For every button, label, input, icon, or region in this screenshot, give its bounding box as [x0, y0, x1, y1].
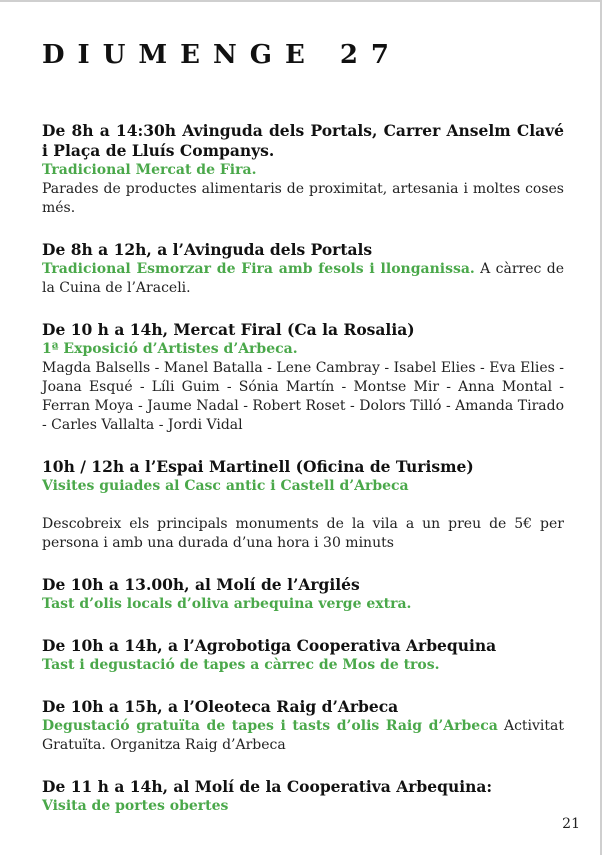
event-heading: De 10h a 15h, a l’Oleoteca Raig d’Arbeca	[42, 697, 399, 716]
event-highlight: Visita de portes obertes	[42, 798, 229, 814]
event-heading: De 8h a 12h, a l’Avinguda dels Portals	[42, 240, 373, 259]
event-3	[42, 320, 564, 435]
page-number: 21	[562, 816, 580, 832]
event-1	[42, 121, 564, 218]
event-highlight: Tradicional Mercat de Fira.	[42, 162, 257, 178]
event-highlight: Tradicional Esmorzar de Fira amb fesols i llonganissa.	[42, 261, 475, 277]
event-heading: De 10h a 14h, a l’Agrobotiga Cooperativa Arbequina	[42, 636, 497, 655]
event-description: Descobreix els principals monuments de la vila a un preu de 5€ per persona i amb una durada d’una hora i 30 minuts	[42, 516, 564, 551]
event-heading: De 8h a 14:30h Avinguda dels Portals, Carrer Anselm Clavé i Plaça de Lluís Companys.	[42, 121, 564, 160]
event-description: Activitat Gratuïta. Organitza Raig d’Arbeca	[42, 718, 565, 753]
event-6	[42, 636, 564, 675]
event-description: A càrrec de la Cuina de l’Araceli.	[42, 261, 564, 296]
event-heading: De 11 h a 14h, al Molí de la Cooperativa Arbequina:	[42, 777, 493, 796]
event-7	[42, 697, 564, 755]
event-5	[42, 575, 564, 614]
event-body	[42, 260, 564, 298]
event-body	[42, 717, 564, 755]
artist-list: Magda Balsells - Manel Batalla - Lene Cambray - Isabel Elies - Eva Elies - Joana Esqué - Líli Guim - Sónia Martín - Montse Mir - Anna Montal - Ferran Moya - Jaume Nadal - Robert Roset - Dolors Tilló - Amanda Tirado - Carles Vallalta - Jordi Vidal	[42, 360, 564, 433]
event-highlight: Tast d’olis locals d’oliva arbequina verge extra.	[42, 596, 412, 612]
event-highlight: Degustació gratuïta de tapes i tasts d’olis Raig d’Arbeca	[42, 718, 498, 734]
event-4	[42, 457, 564, 553]
event-description: Parades de productes alimentaris de proximitat, artesania i moltes coses més.	[42, 181, 564, 216]
event-heading: De 10h a 13.00h, al Molí de l’Argilés	[42, 575, 360, 594]
event-highlight: 1ª Exposició d’Artistes d’Arbeca.	[42, 341, 298, 357]
event-highlight: Tast i degustació de tapes a càrrec de Mos de tros.	[42, 657, 440, 673]
event-heading: 10h / 12h a l’Espai Martinell (Oficina de Turisme)	[42, 457, 474, 476]
event-list	[42, 121, 564, 816]
event-8	[42, 777, 564, 816]
page-title: DIUMENGE 27	[42, 40, 403, 70]
event-highlight: Visites guiades al Casc antic i Castell d’Arbeca	[42, 478, 409, 494]
event-2	[42, 240, 564, 298]
page-border-top	[0, 0, 602, 2]
event-heading: De 10 h a 14h, Mercat Firal (Ca la Rosalia)	[42, 320, 415, 339]
